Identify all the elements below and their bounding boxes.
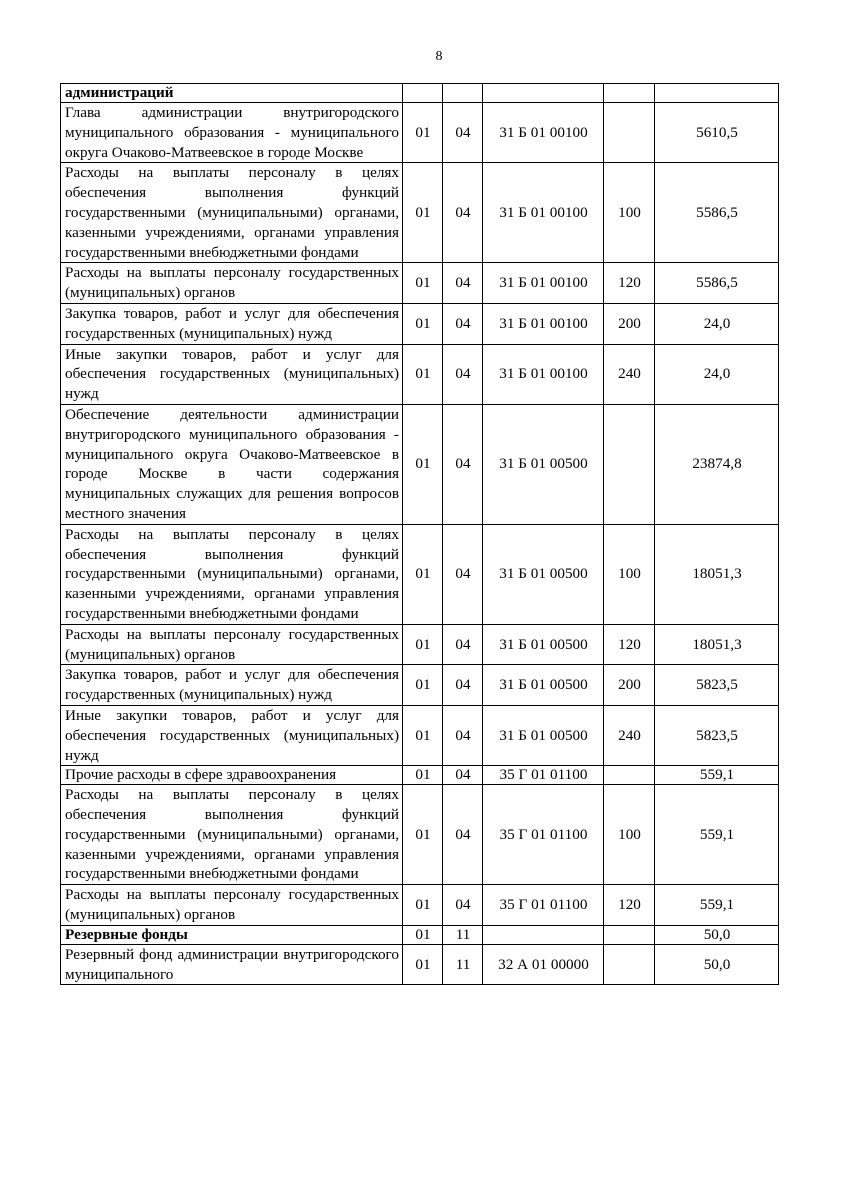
table-row <box>61 705 779 765</box>
row-expense-type-cell: 200 <box>604 665 655 706</box>
row-name-cell: Расходы на выплаты персоналу в целях обеспечения выполнения функций государственными (муниципальными) органами, казенными учреждениями, органами управления государственными внебюджетными фондами <box>61 524 403 624</box>
row-section-cell: 01 <box>403 624 443 665</box>
table-row <box>61 624 779 665</box>
row-expense-type-cell: 100 <box>604 785 655 885</box>
row-name-cell: Прочие расходы в сфере здравоохранения <box>61 766 403 785</box>
table-row <box>61 103 779 163</box>
row-subsection-cell: 04 <box>443 103 483 163</box>
budget-table-body <box>61 84 779 985</box>
row-expense-type-cell: 100 <box>604 524 655 624</box>
row-expense-type-cell <box>604 404 655 524</box>
row-name-cell: Обеспечение деятельности администрации внутригородского муниципального образования - муниципального округа Очаково-Матвеевское в городе Москве в части содержания муниципальных служащих для решения вопросов местного значения <box>61 404 403 524</box>
row-name-cell: Расходы на выплаты персоналу в целях обеспечения выполнения функций государственными (муниципальными) органами, казенными учреждениями, органами управления государственными внебюджетными фондами <box>61 163 403 263</box>
row-subsection-cell <box>443 84 483 103</box>
row-target-article-cell: 35 Г 01 01100 <box>483 766 604 785</box>
row-amount-cell: 5823,5 <box>655 665 779 706</box>
table-row <box>61 303 779 344</box>
row-expense-type-cell: 200 <box>604 303 655 344</box>
row-target-article-cell: 31 Б 01 00100 <box>483 163 604 263</box>
table-row <box>61 665 779 706</box>
row-amount-cell: 5823,5 <box>655 705 779 765</box>
table-row <box>61 785 779 885</box>
row-name-cell: Иные закупки товаров, работ и услуг для обеспечения государственных (муниципальных) нужд <box>61 705 403 765</box>
row-target-article-cell: 31 Б 01 00500 <box>483 524 604 624</box>
row-section-cell: 01 <box>403 263 443 304</box>
row-section-cell: 01 <box>403 163 443 263</box>
row-name-cell: Расходы на выплаты персоналу государственных (муниципальных) органов <box>61 885 403 926</box>
table-row <box>61 944 779 985</box>
row-expense-type-cell <box>604 84 655 103</box>
table-row <box>61 885 779 926</box>
row-subsection-cell: 04 <box>443 404 483 524</box>
row-amount-cell: 50,0 <box>655 944 779 985</box>
row-section-cell: 01 <box>403 344 443 404</box>
row-name-cell: Иные закупки товаров, работ и услуг для обеспечения государственных (муниципальных) нужд <box>61 344 403 404</box>
table-row <box>61 404 779 524</box>
row-name-cell: Расходы на выплаты персоналу государственных (муниципальных) органов <box>61 624 403 665</box>
row-subsection-cell: 11 <box>443 925 483 944</box>
row-target-article-cell: 35 Г 01 01100 <box>483 785 604 885</box>
row-amount-cell <box>655 84 779 103</box>
row-section-cell: 01 <box>403 925 443 944</box>
row-section-cell: 01 <box>403 524 443 624</box>
row-expense-type-cell <box>604 925 655 944</box>
row-expense-type-cell <box>604 944 655 985</box>
row-name-cell: Расходы на выплаты персоналу в целях обеспечения выполнения функций государственными (муниципальными) органами, казенными учреждениями, органами управления государственными внебюджетными фондами <box>61 785 403 885</box>
row-name-cell: Глава администрации внутригородского муниципального образования - муниципального округа Очаково-Матвеевское в городе Москве <box>61 103 403 163</box>
row-expense-type-cell: 100 <box>604 163 655 263</box>
table-row <box>61 344 779 404</box>
row-amount-cell: 5610,5 <box>655 103 779 163</box>
row-subsection-cell: 04 <box>443 885 483 926</box>
table-row <box>61 163 779 263</box>
row-amount-cell: 559,1 <box>655 766 779 785</box>
row-target-article-cell <box>483 925 604 944</box>
row-target-article-cell: 31 Б 01 00100 <box>483 303 604 344</box>
row-amount-cell: 5586,5 <box>655 163 779 263</box>
row-target-article-cell: 31 Б 01 00500 <box>483 665 604 706</box>
page-number: 8 <box>435 49 443 64</box>
row-section-cell: 01 <box>403 404 443 524</box>
row-subsection-cell: 04 <box>443 665 483 706</box>
row-name-cell: администраций <box>61 84 403 103</box>
row-section-cell: 01 <box>403 944 443 985</box>
row-expense-type-cell: 120 <box>604 885 655 926</box>
row-amount-cell: 24,0 <box>655 303 779 344</box>
row-section-cell: 01 <box>403 665 443 706</box>
table-row <box>61 524 779 624</box>
row-section-cell: 01 <box>403 303 443 344</box>
row-expense-type-cell: 120 <box>604 624 655 665</box>
row-name-cell: Резервные фонды <box>61 925 403 944</box>
row-target-article-cell: 31 Б 01 00500 <box>483 404 604 524</box>
row-name-cell: Резервный фонд администрации внутригородского муниципального <box>61 944 403 985</box>
row-amount-cell: 18051,3 <box>655 524 779 624</box>
row-expense-type-cell: 240 <box>604 344 655 404</box>
row-amount-cell: 24,0 <box>655 344 779 404</box>
row-target-article-cell: 32 А 01 00000 <box>483 944 604 985</box>
table-row <box>61 925 779 944</box>
row-subsection-cell: 04 <box>443 344 483 404</box>
row-target-article-cell: 35 Г 01 01100 <box>483 885 604 926</box>
row-section-cell: 01 <box>403 785 443 885</box>
row-subsection-cell: 04 <box>443 705 483 765</box>
row-expense-type-cell: 120 <box>604 263 655 304</box>
row-target-article-cell <box>483 84 604 103</box>
row-target-article-cell: 31 Б 01 00500 <box>483 705 604 765</box>
row-target-article-cell: 31 Б 01 00500 <box>483 624 604 665</box>
row-name-cell: Расходы на выплаты персоналу государственных (муниципальных) органов <box>61 263 403 304</box>
row-amount-cell: 559,1 <box>655 785 779 885</box>
row-expense-type-cell <box>604 103 655 163</box>
row-subsection-cell: 04 <box>443 524 483 624</box>
row-expense-type-cell <box>604 766 655 785</box>
table-row <box>61 263 779 304</box>
row-subsection-cell: 04 <box>443 163 483 263</box>
row-section-cell <box>403 84 443 103</box>
table-row <box>61 84 779 103</box>
row-subsection-cell: 04 <box>443 785 483 885</box>
budget-table <box>60 83 779 985</box>
row-subsection-cell: 04 <box>443 303 483 344</box>
row-section-cell: 01 <box>403 766 443 785</box>
row-target-article-cell: 31 Б 01 00100 <box>483 344 604 404</box>
row-expense-type-cell: 240 <box>604 705 655 765</box>
row-amount-cell: 5586,5 <box>655 263 779 304</box>
row-amount-cell: 23874,8 <box>655 404 779 524</box>
table-row <box>61 766 779 785</box>
row-section-cell: 01 <box>403 885 443 926</box>
row-name-cell: Закупка товаров, работ и услуг для обеспечения государственных (муниципальных) нужд <box>61 665 403 706</box>
row-target-article-cell: 31 Б 01 00100 <box>483 263 604 304</box>
row-section-cell: 01 <box>403 705 443 765</box>
row-amount-cell: 50,0 <box>655 925 779 944</box>
row-target-article-cell: 31 Б 01 00100 <box>483 103 604 163</box>
row-amount-cell: 559,1 <box>655 885 779 926</box>
row-amount-cell: 18051,3 <box>655 624 779 665</box>
row-subsection-cell: 04 <box>443 766 483 785</box>
row-name-cell: Закупка товаров, работ и услуг для обеспечения государственных (муниципальных) нужд <box>61 303 403 344</box>
row-section-cell: 01 <box>403 103 443 163</box>
row-subsection-cell: 11 <box>443 944 483 985</box>
row-subsection-cell: 04 <box>443 263 483 304</box>
row-subsection-cell: 04 <box>443 624 483 665</box>
